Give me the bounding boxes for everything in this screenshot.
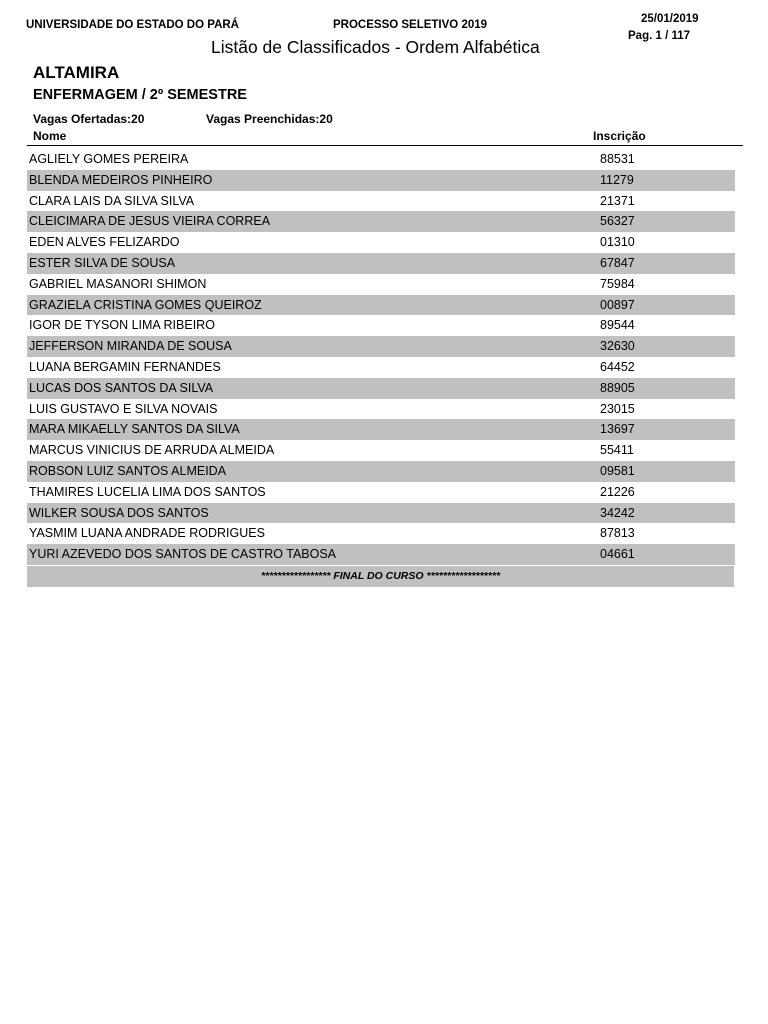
candidate-inscricao: 87813 xyxy=(600,526,635,541)
candidate-name: CLARA LAIS DA SILVA SILVA xyxy=(29,193,195,208)
candidate-name: IGOR DE TYSON LIMA RIBEIRO xyxy=(29,318,215,333)
candidate-name: LUCAS DOS SANTOS DA SILVA xyxy=(29,380,214,395)
table-row xyxy=(27,232,735,253)
candidate-name: CLEICIMARA DE JESUS VIEIRA CORREA xyxy=(29,214,271,229)
classified-list xyxy=(27,149,735,565)
candidate-inscricao: 34242 xyxy=(600,505,635,520)
candidate-inscricao: 56327 xyxy=(600,214,635,229)
candidate-inscricao: 88905 xyxy=(600,380,635,395)
candidate-inscricao: 89544 xyxy=(600,318,635,333)
table-row xyxy=(27,336,735,357)
university-name: UNIVERSIDADE DO ESTADO DO PARÁ xyxy=(26,19,239,31)
candidate-name: EDEN ALVES FELIZARDO xyxy=(29,235,180,250)
candidate-name: JEFFERSON MIRANDA DE SOUSA xyxy=(29,339,232,354)
candidate-inscricao: 21371 xyxy=(600,193,635,208)
report-date: 25/01/2019 xyxy=(641,13,699,25)
header-divider xyxy=(27,145,743,146)
table-row xyxy=(27,378,735,399)
process-name: PROCESSO SELETIVO 2019 xyxy=(333,19,488,31)
table-row xyxy=(27,503,735,524)
candidate-inscricao: 01310 xyxy=(600,235,635,250)
column-header-inscricao: Inscrição xyxy=(593,129,646,143)
page-number: Pag. 1 / 117 xyxy=(628,30,691,42)
candidate-name: GABRIEL MASANORI SHIMON xyxy=(29,276,207,291)
campus-name: ALTAMIRA xyxy=(33,63,120,82)
candidate-name: ROBSON LUIZ SANTOS ALMEIDA xyxy=(29,463,227,478)
candidate-inscricao: 21226 xyxy=(600,484,635,499)
candidate-inscricao: 11279 xyxy=(600,172,634,187)
candidate-name: GRAZIELA CRISTINA GOMES QUEIROZ xyxy=(29,297,262,312)
candidate-name: MARA MIKAELLY SANTOS DA SILVA xyxy=(29,422,240,437)
table-row xyxy=(27,544,735,565)
course-name: ENFERMAGEM / 2º SEMESTRE xyxy=(33,87,247,103)
table-row xyxy=(27,399,735,420)
candidate-inscricao: 67847 xyxy=(600,255,635,270)
table-row xyxy=(27,170,735,191)
table-row xyxy=(27,419,735,440)
column-header-nome: Nome xyxy=(33,129,67,143)
vagas-ofertadas: Vagas Ofertadas:20 xyxy=(33,112,145,126)
candidate-name: LUANA BERGAMIN FERNANDES xyxy=(29,359,221,374)
table-row xyxy=(27,440,735,461)
candidate-name: WILKER SOUSA DOS SANTOS xyxy=(29,505,209,520)
table-row xyxy=(27,274,735,295)
candidate-inscricao: 55411 xyxy=(600,443,634,458)
table-row xyxy=(27,461,735,482)
table-row xyxy=(27,191,735,212)
candidate-inscricao: 13697 xyxy=(600,422,635,437)
candidate-name: BLENDA MEDEIROS PINHEIRO xyxy=(29,172,213,187)
candidate-inscricao: 75984 xyxy=(600,276,635,291)
candidate-inscricao: 00897 xyxy=(600,297,635,312)
table-row xyxy=(27,253,735,274)
candidate-inscricao: 09581 xyxy=(600,463,635,478)
candidate-inscricao: 64452 xyxy=(600,359,635,374)
candidate-name: ESTER SILVA DE SOUSA xyxy=(29,255,176,270)
table-row xyxy=(27,523,735,544)
table-row xyxy=(27,149,735,170)
candidate-inscricao: 23015 xyxy=(600,401,635,416)
vagas-preenchidas: Vagas Preenchidas:20 xyxy=(206,112,333,126)
candidate-name: MARCUS VINICIUS DE ARRUDA ALMEIDA xyxy=(29,443,275,458)
candidate-name: YASMIM LUANA ANDRADE RODRIGUES xyxy=(29,526,265,541)
candidate-inscricao: 04661 xyxy=(600,547,635,562)
table-row xyxy=(27,295,735,316)
candidate-name: THAMIRES LUCELIA LIMA DOS SANTOS xyxy=(29,484,266,499)
table-row xyxy=(27,211,735,232)
candidate-name: YURI AZEVEDO DOS SANTOS DE CASTRO TABOSA xyxy=(29,547,337,562)
page-title: Listão de Classificados - Ordem Alfabética xyxy=(211,37,540,57)
table-row xyxy=(27,357,735,378)
end-of-course-banner: ***************** FINAL DO CURSO ****************** xyxy=(27,566,734,587)
candidate-name: LUIS GUSTAVO E SILVA NOVAIS xyxy=(29,401,218,416)
table-row xyxy=(27,315,735,336)
candidate-name: AGLIELY GOMES PEREIRA xyxy=(29,152,189,166)
table-row xyxy=(27,482,735,503)
candidate-inscricao: 88531 xyxy=(600,152,635,166)
candidate-inscricao: 32630 xyxy=(600,339,635,354)
